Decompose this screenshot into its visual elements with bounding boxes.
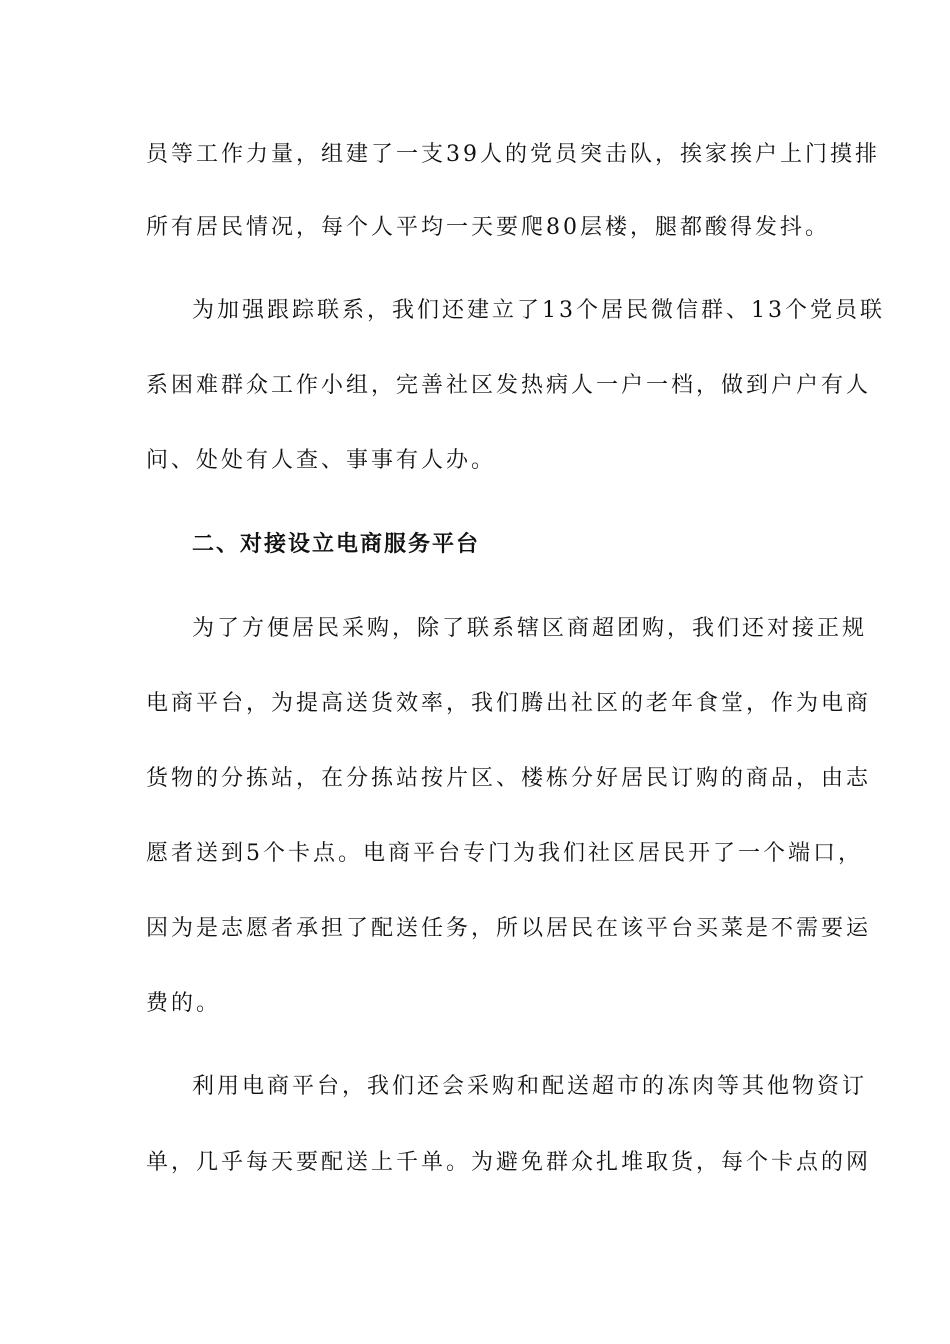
paragraph-line: 问、处处有人查、事事有人办。 — [146, 448, 497, 473]
paragraph-line: 系困难群众工作小组，完善社区发热病人一户一档，做到户户有人 — [146, 373, 872, 398]
paragraph-line: 利用电商平台，我们还会采购和配送超市的冻肉等其他物资订 — [192, 1074, 868, 1099]
paragraph-line: 愿者送到5个卡点。电商平台专门为我们社区居民开了一个端口， — [146, 841, 863, 866]
paragraph-line: 费的。 — [146, 991, 222, 1016]
paragraph-line: 因为是志愿者承担了配送任务，所以居民在该平台买菜是不需要运 — [146, 916, 872, 941]
paragraph-line: 员等工作力量，组建了一支39人的党员突击队，挨家挨户上门摸排 — [146, 142, 880, 167]
paragraph-line: 所有居民情况，每个人平均一天要爬80层楼，腿都酸得发抖。 — [146, 215, 830, 240]
paragraph-line: 为了方便居民采购，除了联系辖区商超团购，我们还对接正规 — [192, 616, 868, 641]
paragraph-line: 为加强跟踪联系，我们还建立了13个居民微信群、13个党员联 — [192, 298, 885, 323]
paragraph-line: 电商平台，为提高送货效率，我们腾出社区的老年食堂，作为电商 — [146, 691, 872, 716]
section-heading: 二、对接设立电商服务平台 — [192, 532, 481, 557]
paragraph-line: 单，几乎每天要配送上千单。为避免群众扎堆取货，每个卡点的网 — [146, 1150, 872, 1175]
paragraph-line: 货物的分拣站，在分拣站按片区、楼栋分好居民订购的商品，由志 — [146, 766, 872, 791]
